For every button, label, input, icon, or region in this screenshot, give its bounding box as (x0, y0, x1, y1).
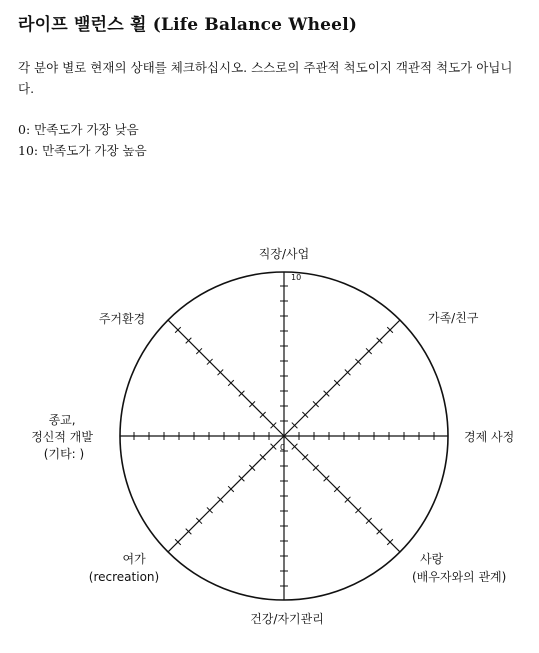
instruction-text: 각 분야 별로 현재의 상태를 체크하십시오. 스스로의 주관적 척도이지 객관적 척도가 아닙니다. (18, 60, 513, 96)
max-ten-label: 10 (291, 273, 302, 282)
category-family-line: 가족/친구 (428, 311, 479, 325)
category-career (259, 246, 309, 261)
center-zero-label: 0 (280, 443, 286, 452)
category-health-line: 건강/자기관리 (250, 612, 324, 626)
category-health (250, 611, 324, 626)
spoke-love (284, 436, 400, 552)
spoke-living-environment (168, 320, 284, 436)
category-spiritual-line-2: 정신적 개발 (31, 430, 93, 444)
page-title: 라이프 밸런스 휠 (Life Balance Wheel) (18, 15, 358, 35)
category-finance-line: 경제 사정 (464, 430, 515, 444)
category-finance (464, 429, 514, 444)
category-spiritual-line-1: 종교, (48, 413, 76, 427)
category-love (412, 551, 506, 584)
category-recreation (89, 551, 159, 584)
category-family (428, 310, 479, 325)
category-career-line: 직장/사업 (258, 247, 310, 261)
category-spiritual-line-3: (기타: ) (43, 447, 85, 461)
category-living-environment-line: 주거환경 (98, 312, 146, 326)
spoke-family (284, 320, 400, 436)
category-recreation-line-1: 여가 (122, 552, 146, 566)
category-living-environment (99, 311, 145, 326)
category-recreation-line-2: (recreation) (88, 570, 160, 584)
scale-max-label: 10: 만족도가 가장 높음 (18, 143, 147, 158)
category-spiritual (31, 413, 97, 461)
category-love-line-1: 사랑 (420, 552, 444, 566)
category-love-line-2: (배우자와의 관계) (412, 570, 507, 584)
scale-min-label: 0: 만족도가 가장 낮음 (18, 122, 139, 137)
wheel-spokes (120, 272, 448, 600)
spoke-recreation (168, 436, 284, 552)
